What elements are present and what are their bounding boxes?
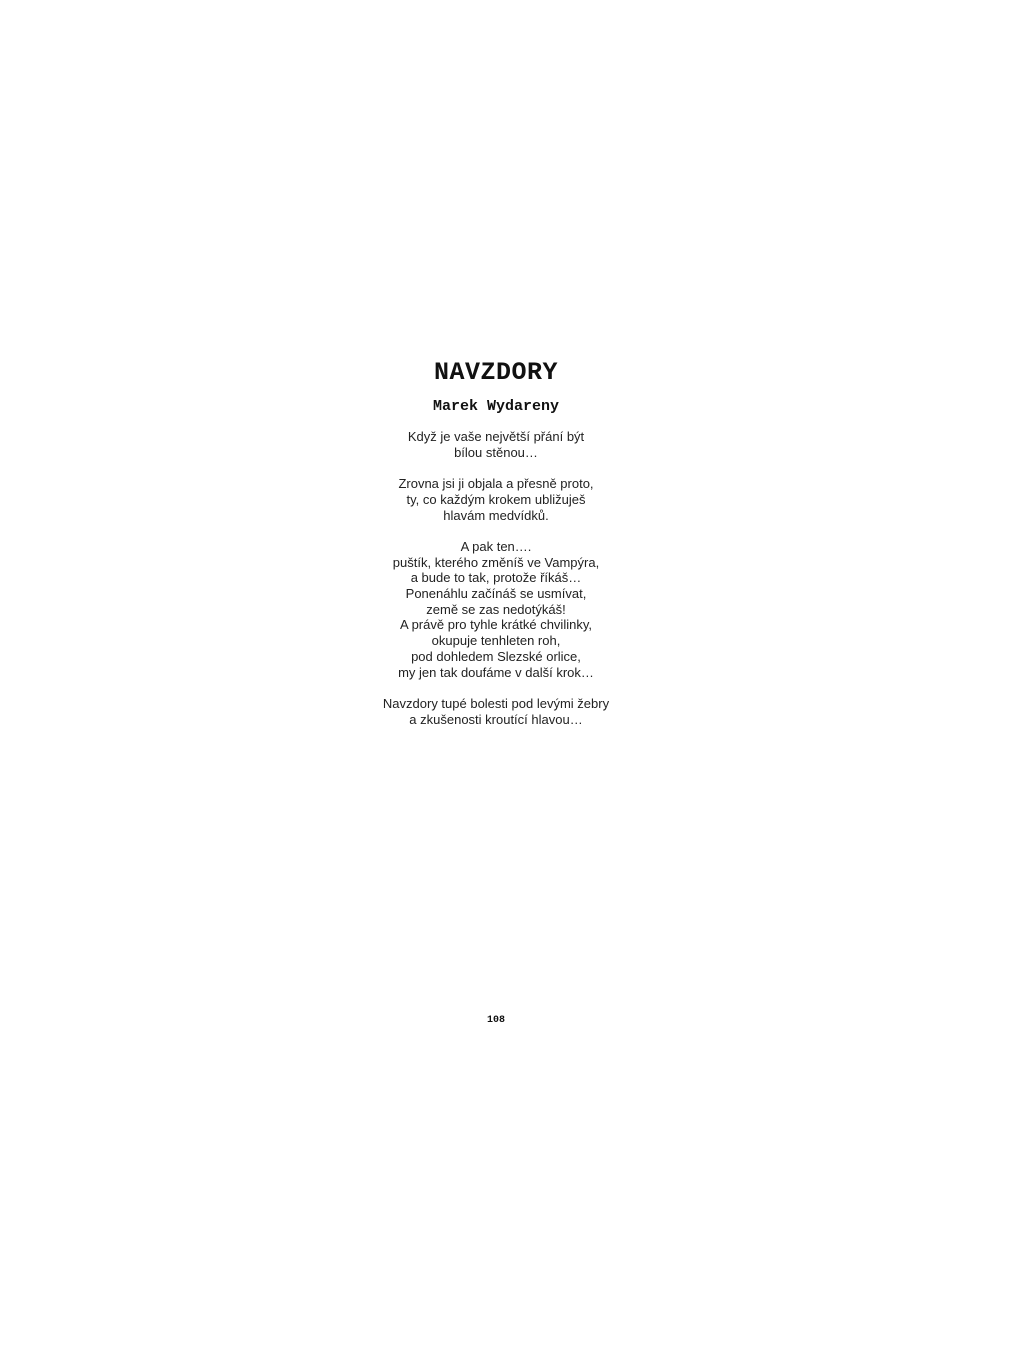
poem-line: Zrovna jsi ji objala a přesně proto, <box>398 476 594 492</box>
poem-title: NAVZDORY <box>433 358 559 387</box>
poem-line: pod dohledem Slezské orlice, <box>411 648 581 664</box>
poem-line: Když je vaše největší přání být <box>407 429 585 444</box>
poem-line: a zkušenosti kroutící hlavou… <box>409 711 583 727</box>
poem-line: A pak ten…. <box>460 538 532 554</box>
poem-line: puštík, kterého změníš ve Vampýra, <box>392 554 600 570</box>
poem-body <box>0 429 992 743</box>
poem-line: my jen tak doufáme v další krok… <box>398 664 594 680</box>
stanza <box>0 429 992 460</box>
poem-line: Navzdory tupé bolesti pod levými žebry <box>382 695 610 711</box>
stanza <box>0 696 992 727</box>
poem-line: okupuje tenhleten roh, <box>431 633 561 649</box>
poem-line: země se zas nedotýkáš! <box>426 601 566 617</box>
poem-author: Marek Wydareny <box>432 398 560 415</box>
page-number: 108 <box>486 1015 505 1026</box>
poem-line: Ponenáhlu začínáš se usmívat, <box>405 586 587 601</box>
poem-line: A právě pro tyhle krátké chvilinky, <box>400 617 592 633</box>
poem-line: hlavám medvídků. <box>443 507 549 523</box>
stanza <box>0 476 992 523</box>
poem-line: ty, co každým krokem ubližuješ <box>406 491 586 507</box>
stanza <box>0 539 992 680</box>
poem-line: bílou stěnou… <box>454 444 538 460</box>
poem-line: a bude to tak, protože říkáš… <box>410 570 582 586</box>
